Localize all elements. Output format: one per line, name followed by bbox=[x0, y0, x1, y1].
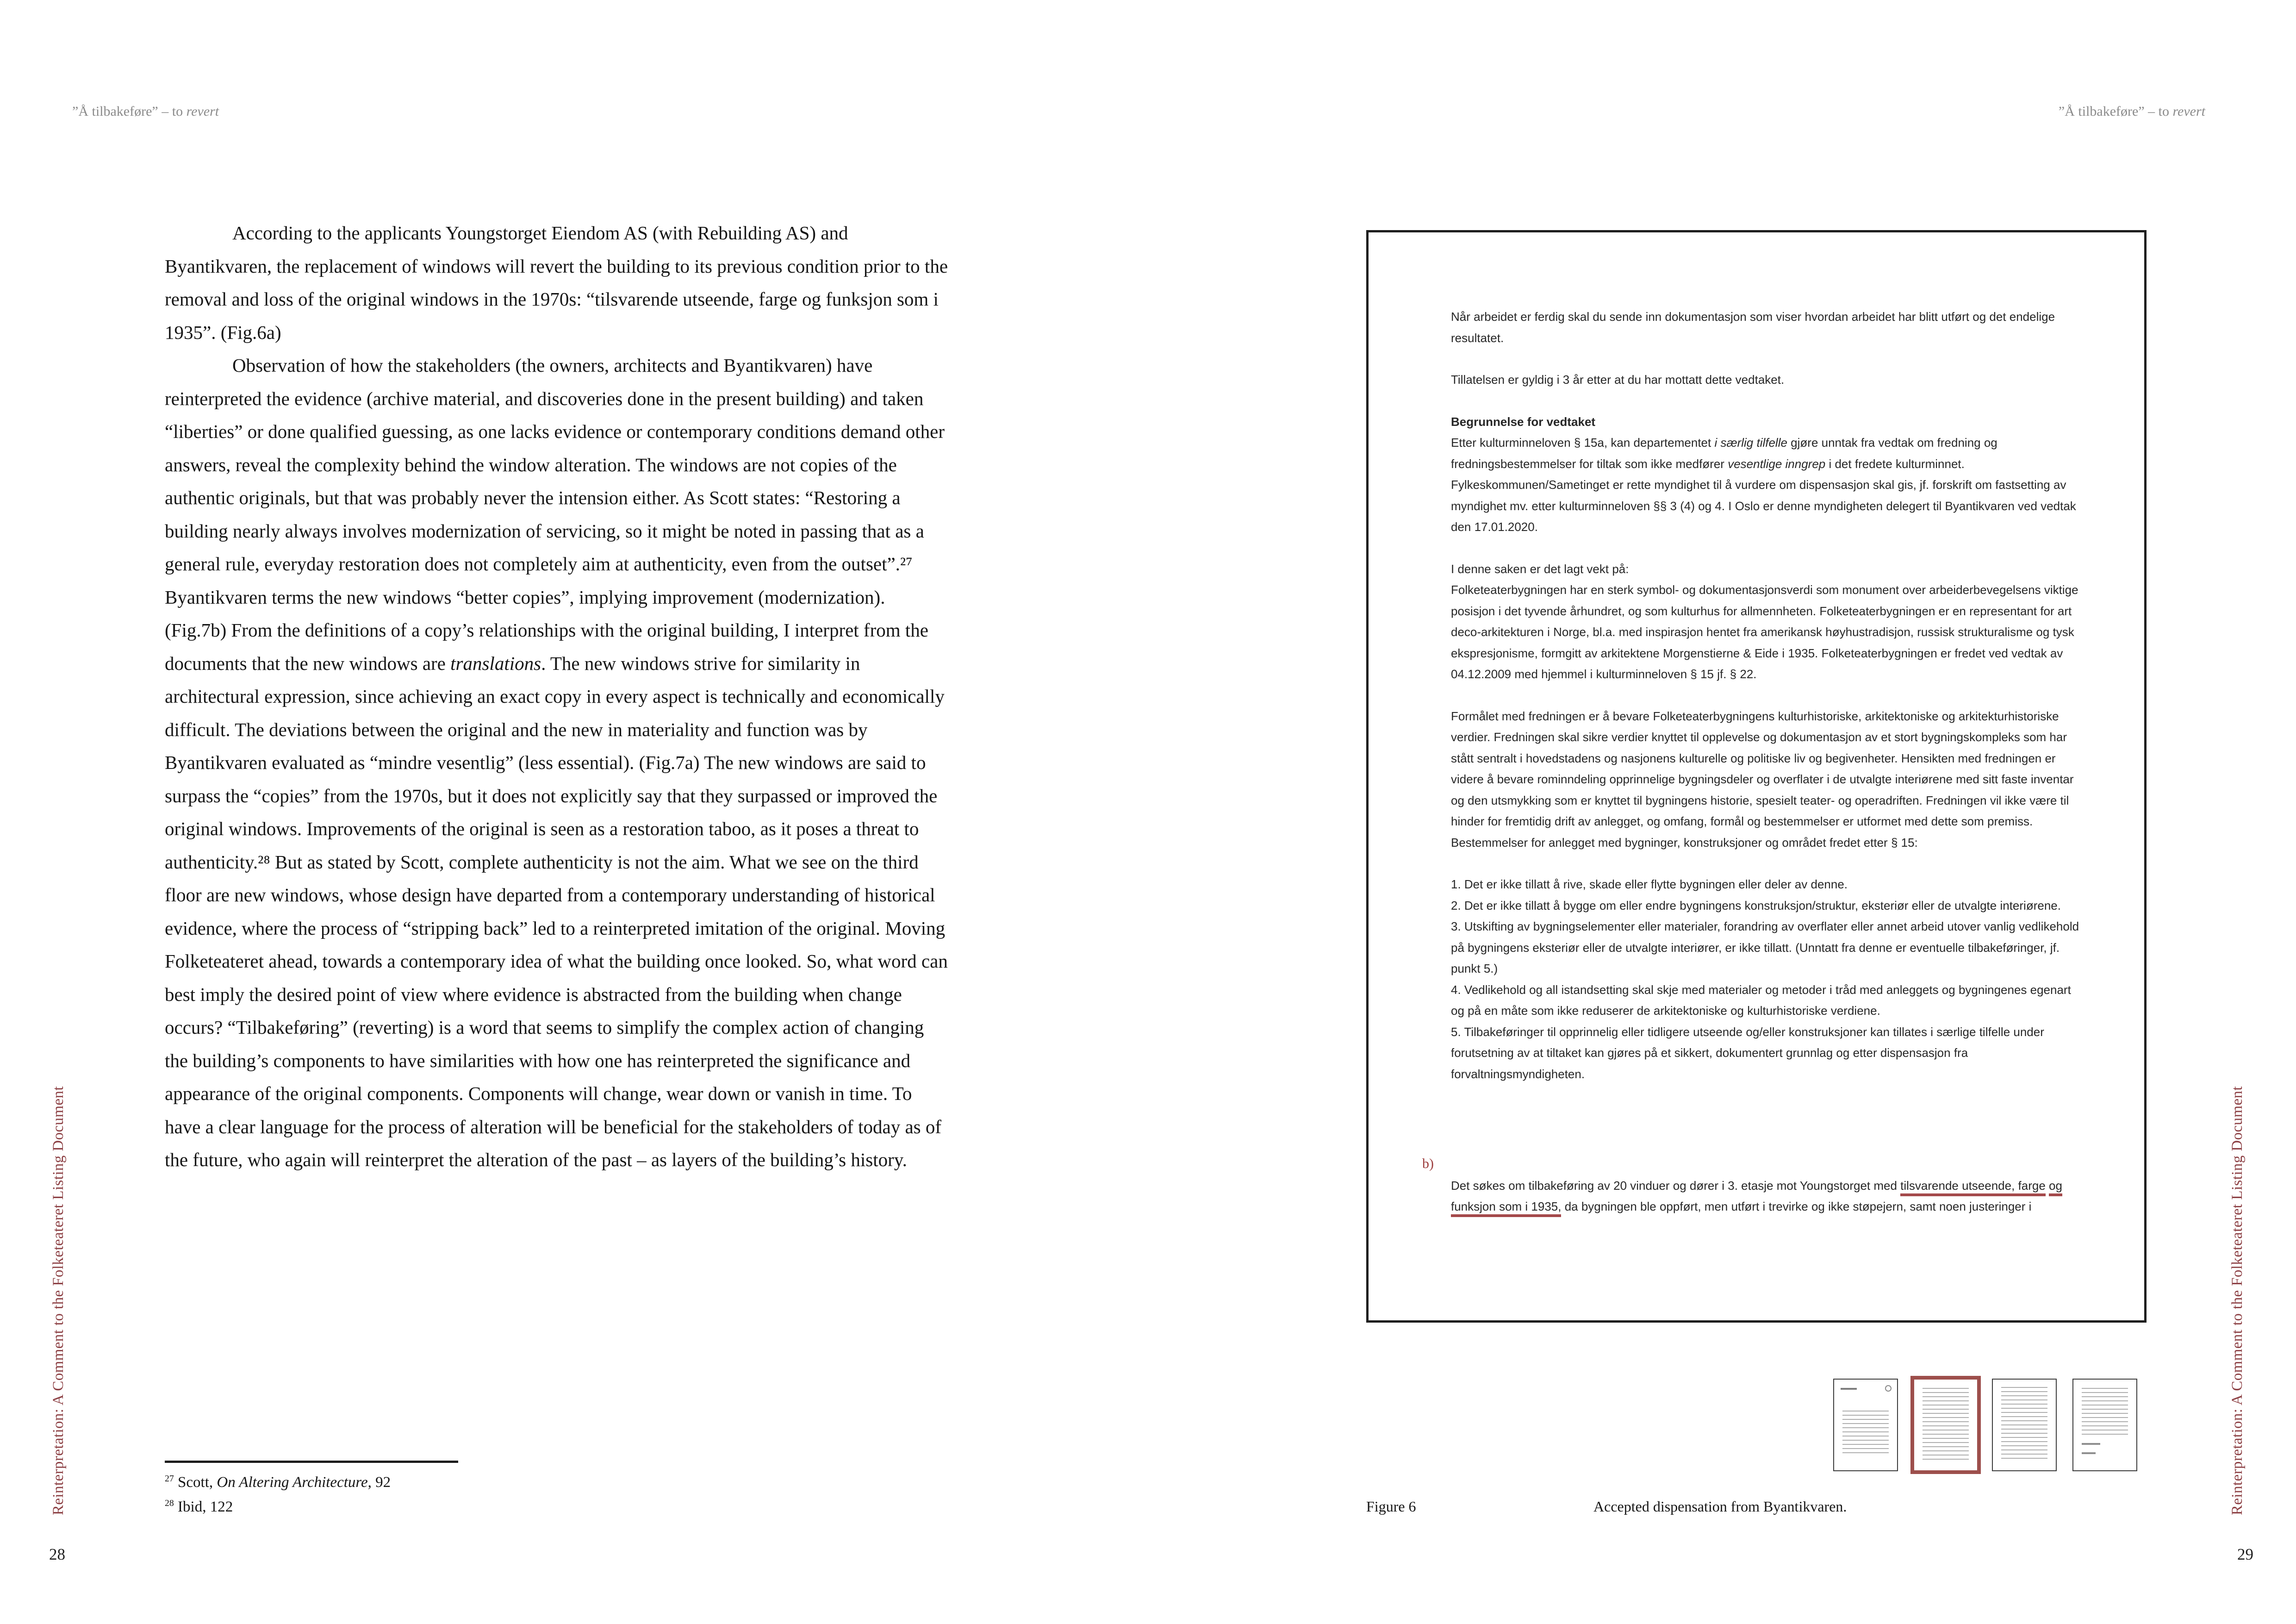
running-header-left bbox=[72, 104, 219, 119]
footnote-27 bbox=[165, 1470, 391, 1495]
doc-text bbox=[2046, 1179, 2049, 1193]
thumbnail-text-lines bbox=[1842, 1411, 1889, 1456]
paragraph: According to the applicants Youngstorget Eiendom AS (with Rebuilding AS) and Byantikvaren, the replacement of windows will revert the building to its previous condition prior to the removal and loss of the original windows in the 1970s: “tilsvarende utseende, farge og funksjon som i 1935”. (Fig.6a) bbox=[165, 222, 948, 343]
thumbnail-page-1 bbox=[1833, 1379, 1898, 1471]
doc-paragraph: Folketeaterbygningen har en sterk symbol- og dokumentasjonsverdi som monument over arbeiderbevegelsens viktige posisjon i det tyvende århundret, og som kulturhus for allmennheten. Folketeaterbygningen er en representant for art deco-arkitekturen i Norge, bl.a. med inspirasjon hentet fra amerikansk høyhustradisjon, russisk strukturalisme og tysk ekspresjonisme, formgitt av arkitektene Morgenstierne & Eide i 1935. Folketeaterbygningen er fredet ved vedtak av 04.12.2009 med hjemmel i kulturminneloven § 15 jf. § 22. bbox=[1451, 583, 2078, 681]
running-header-italic: revert bbox=[2172, 104, 2205, 119]
doc-paragraph: I denne saken er det lagt vekt på: bbox=[1451, 562, 1629, 576]
doc-paragraph: Når arbeidet er ferdig skal du sende inn dokumentasjon som viser hvordan arbeidet har blitt utført og det endelige resultatet. bbox=[1451, 310, 2055, 345]
running-header-italic: revert bbox=[186, 104, 219, 119]
signature-line bbox=[2082, 1443, 2101, 1445]
footnote-number: 28 bbox=[165, 1498, 174, 1508]
doc-text: gjøre unntak fra vedtak om fredning og fredningsbestemmelser for tiltak som ikke medfører bbox=[1451, 436, 1997, 471]
doc-text: Etter kulturminneloven § 15a, kan departementet bbox=[1451, 436, 1715, 450]
thumbnail-page-4 bbox=[2072, 1379, 2137, 1471]
paragraph-text: Observation of how the stakeholders (the owners, architects and Byantikvaren) have reinterpreted the evidence (archive material, and discoveries done in the present building) and taken “liberties” or done qualified guessing, as one lacks evidence or contemporary conditions demand other answers, reveal the complexity behind the window alteration. The windows are not copies of the authentic originals, but that was probably never the intension either. As Scott states: “Restoring a building nearly always involves modernization of servicing, so it might be noted in passing that as a general rule, everyday restoration does not completely aim at authenticity, even from the outset”.²⁷ Byantikvaren terms the new windows “better copies”, implying improvement (modernization). (Fig.7b) From the definitions of a copy’s relationships with the original building, I interpret from the documents that the new windows are bbox=[165, 355, 945, 674]
thumbnail-page-3 bbox=[1992, 1379, 2057, 1471]
chapter-sidebar-left: Reinterpretation: A Comment to the Folketeateret Listing Document bbox=[50, 1086, 67, 1515]
footnote-text: , 92 bbox=[367, 1474, 391, 1491]
red-underlined-text: tilsvarende utseende, farge bbox=[1900, 1179, 2046, 1196]
running-header-text: ”Å tilbakeføre” – to bbox=[72, 104, 187, 119]
footnote-text: Scott, bbox=[174, 1474, 217, 1491]
doc-text: Det søkes om tilbakeføring av 20 vinduer og dører i 3. etasje mot Youngstorget med bbox=[1451, 1178, 1901, 1193]
thumbnail-text-lines bbox=[2001, 1387, 2048, 1460]
doc-text: i det fredete kulturminnet. Fylkeskommunen/Sametinget er rette myndighet til å vurdere om dispensasjon skal gis, jf. forskrift om fastsetting av myndighet mv. etter kulturminneloven §§ 3 (4) og 4. I Oslo er denne myndigheten delegert til Byantikvaren ved vedtak den 17.01.2020. bbox=[1451, 456, 2076, 534]
doc-text: da bygningen ble oppført, men utført i trevirke og ikke støpejern, samt noen justeringer i bbox=[1561, 1199, 2032, 1213]
red-underlined-text: og funksjon som i 1935, bbox=[1451, 1179, 2062, 1218]
doc-numbered-conditions bbox=[1451, 874, 2084, 1085]
page-number-right: 29 bbox=[2237, 1545, 2253, 1563]
footnote-divider bbox=[165, 1461, 458, 1463]
footnote-text: Ibid, 122 bbox=[174, 1499, 233, 1515]
footnote-number: 27 bbox=[165, 1474, 174, 1484]
doc-paragraph: Tillatelsen er gyldig i 3 år etter at du har mottatt dette vedtaket. bbox=[1451, 373, 1785, 387]
paragraph-italic-word: translations bbox=[450, 652, 541, 674]
thumbnail-page-2-selected bbox=[1910, 1376, 1981, 1474]
paragraph-text: . The new windows strive for similarity in architectural expression, since achieving an exact copy in every aspect is technically and economically difficult. The deviations between the original and the new in materiality and function was by Byantikvaren evaluated as “mindre vesentlig” (less essential). (Fig.7a) The new windows are said to surpass the “copies” from the 1970s, but it does not explicitly say that they surpassed or improved the original windows. Improvements of the original is seen as a restoration taboo, as it poses a threat to authenticity.²⁸ But as stated by Scott, complete authenticity is not the aim. What we see on the third floor are new windows, whose design have departed from a contemporary understanding of historical evidence, where the process of “stripping back” led to a reinterpreted imitation of the original. Moving Folketeateret ahead, towards a contemporary idea of what the building once looked. So, what word can best imply the desired point of view where evidence is abstracted from the building when change occurs? “Tilbakeføring” (reverting) is a word that seems to simplify the complex action of changing the building’s components to have similarities with how one has reinterpreted the significance and appearance of the original components. Components will change, wear down or vanish in time. To have a clear language for the process of alteration will be beneficial for the stakeholders of today as of the future, who again will reinterpret the alteration of the past – as layers of the building’s history. bbox=[165, 652, 948, 1170]
doc-condition: 4. Vedlikehold og all istandsetting skal skje med materialer og metoder i tråd med anleggets og bygningenes egenart og på en måte som ikke reduserer de arkitektoniske og kulturhistoriske verdiene. bbox=[1451, 982, 2071, 1018]
doc-condition: 1. Det er ikke tillatt å rive, skade eller flytte bygningen eller deler av denne. bbox=[1451, 877, 1848, 891]
doc-condition: 3. Utskifting av bygningselementer eller materialer, forandring av overflater eller annet arbeid utover vanlig vedlikehold på bygningens eksteriør eller de utvalgte interiører, er ikke tillatt. (Unntatt fra denne er eventuelle tilbakeføringer, jf. punkt 5.) bbox=[1451, 919, 2079, 975]
signature-line bbox=[2082, 1452, 2096, 1454]
document-text bbox=[1422, 306, 2084, 1218]
doc-condition: 5. Tilbakeføringer til opprinnelig eller tidligere utseende og/eller konstruksjoner kan tillates i særlige tilfelle under forutsetning av at tiltaket kan gjøres på et sikkert, dokumentert grunnlag og etter dispensasjon fra forvaltningsmyndigheten. bbox=[1451, 1024, 2044, 1081]
thumbnail-text-lines bbox=[1923, 1388, 1969, 1462]
footnote-book-title: On Altering Architecture bbox=[217, 1474, 368, 1491]
doc-italic: vesentlige inngrep bbox=[1728, 456, 1826, 471]
footnotes bbox=[165, 1470, 391, 1519]
figure-label: Figure 6 bbox=[1366, 1498, 1416, 1515]
thumbnail-text-lines bbox=[2082, 1388, 2128, 1436]
running-header-right bbox=[2059, 104, 2205, 119]
running-header-text: ”Å tilbakeføre” – to bbox=[2058, 104, 2173, 119]
chapter-sidebar-right: Reinterpretation: A Comment to the Folketeateret Listing Document bbox=[2229, 1086, 2246, 1515]
left-page-body bbox=[165, 217, 948, 1177]
doc-paragraph bbox=[1451, 432, 2084, 538]
doc-condition: 2. Det er ikke tillatt å bygge om eller endre bygningens konstruksjon/struktur, eksteriør eller de utvalgte interiørene. bbox=[1451, 898, 2061, 912]
annotation-b-marker: b) bbox=[1422, 1156, 1434, 1171]
page-number-left: 28 bbox=[49, 1545, 65, 1563]
doc-paragraph: Formålet med fredningen er å bevare Folketeaterbygningens kulturhistoriske, arkitektoniske og arkitekturhistoriske verdier. Fredningen skal sikre verdier knyttet til opplevelse og dokumentasjon av et stort bygningskompleks som har stått sentralt i hovedstadens og nasjonens kulturelle og politiske liv og begivenheter. Hensikten med fredningen er videre å bevare rominndeling opprinnelige bygningsdeler og overflater i de utvalgte interiørene med sitt faste inventar og den utsmykking som er knyttet til bygningens historie, spesielt teater- og operadriften. Fredningen vil ikke være til hinder for fremtidig drift av anlegget, og omfang, formål og bestemmelser er utformet med dette som premiss. Bestemmelser for anlegget med bygninger, konstruksjoner og området fredet etter § 15: bbox=[1451, 709, 2074, 849]
doc-application-paragraph bbox=[1422, 1154, 2084, 1218]
figure6-document-scan bbox=[1366, 230, 2147, 1323]
paragraph bbox=[165, 349, 948, 1177]
letterhead-name-mark bbox=[1841, 1388, 1857, 1390]
doc-italic: i særlig tilfelle bbox=[1714, 436, 1787, 450]
figure-caption: Accepted dispensation from Byantikvaren. bbox=[1593, 1498, 1847, 1515]
footnote-28 bbox=[165, 1495, 391, 1519]
doc-heading: Begrunnelse for vedtaket bbox=[1451, 414, 1596, 429]
oslo-seal-icon bbox=[1885, 1385, 1892, 1392]
